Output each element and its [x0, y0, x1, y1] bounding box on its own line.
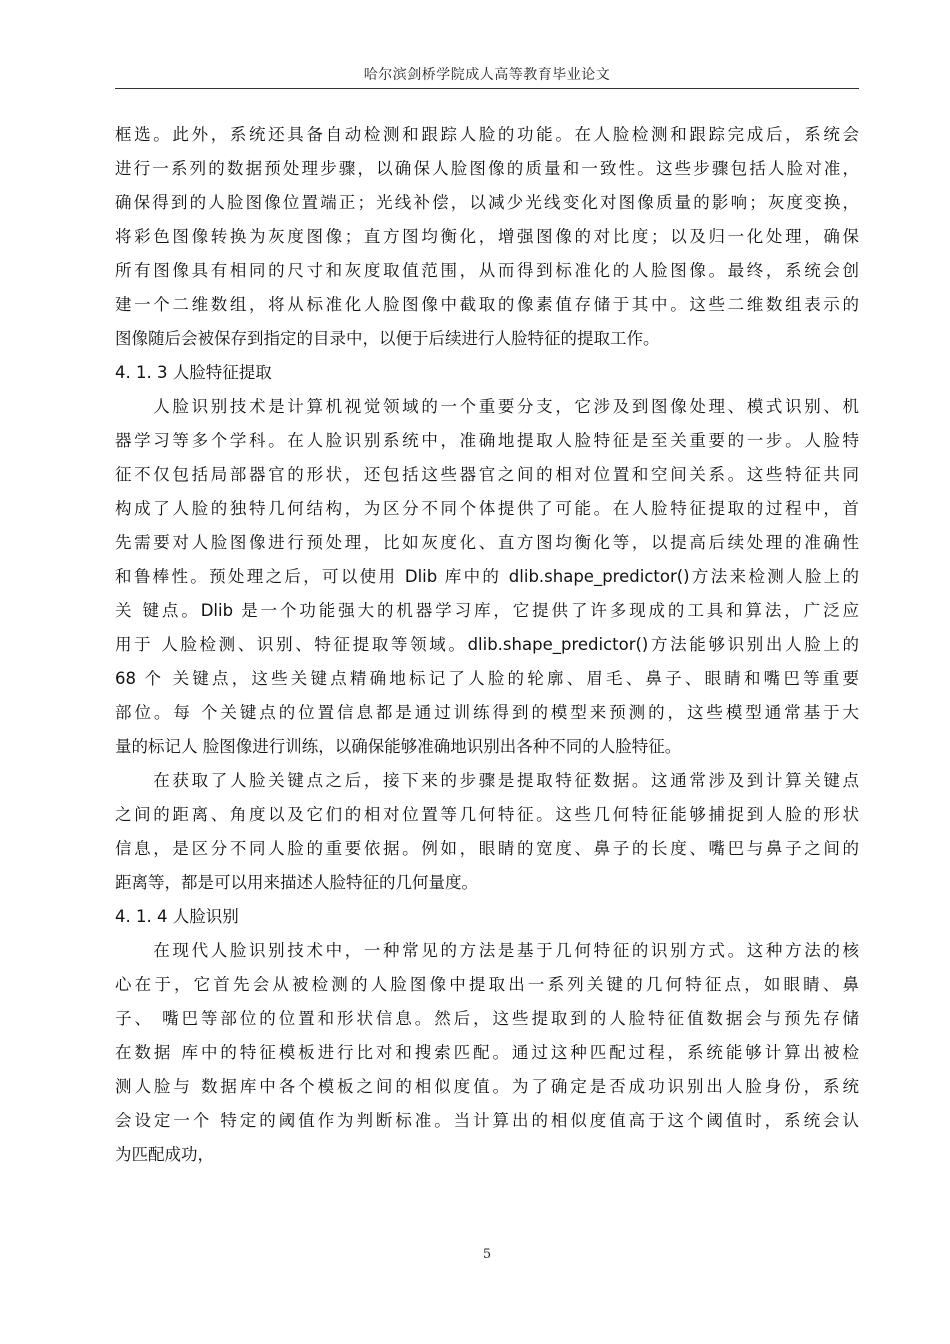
text-line: 测人脸与 数据库中各个模板之间的相似度值。为了确定是否成功识别出人脸身份，系统 — [115, 1077, 859, 1096]
text-line: 在现代人脸识别技术中，一种常见的方法是基于几何特征的识别方式。这种方法的核 — [115, 941, 859, 960]
text-line: 器学习等多个学科。在人脸识别系统中，准确地提取人脸特征是至关重要的一步。人脸特 — [115, 431, 859, 450]
text-line: 部位。每 个关键点的位置信息都是通过训练得到的模型来预测的，这些模型通常基于大 — [115, 703, 859, 722]
text-line: 人脸识别技术是计算机视觉领域的一个重要分支，它涉及到图像处理、模式识别、机 — [115, 397, 859, 416]
text-line: 所有图像具有相同的尺寸和灰度取值范围，从而得到标准化的人脸图像。最终，系统会创 — [115, 261, 859, 280]
text-line: 进行一系列的数据预处理步骤，以确保人脸图像的质量和一致性。这些步骤包括人脸对准， — [115, 159, 859, 178]
header-divider — [115, 88, 859, 89]
text-line: 先需要对人脸图像进行预处理，比如灰度化、直方图均衡化等，以提高后续处理的准确性 — [115, 533, 859, 552]
text-line: 量的标记人 脸图像进行训练，以确保能够准确地识别出各种不同的人脸特征。 — [115, 737, 682, 756]
text-line: 心在于，它首先会从被检测的人脸图像中提取出一系列关键的几何特征点，如眼睛、鼻 — [115, 975, 859, 994]
text-line: 为匹配成功， — [115, 1145, 214, 1164]
section-heading-4-1-4: 4. 1. 4 人脸识别 — [115, 907, 239, 926]
text-line: 在获取了人脸关键点之后，接下来的步骤是提取特征数据。这通常涉及到计算关键点 — [115, 771, 859, 790]
text-line: 会设定一个 特定的阈值作为判断标准。当计算出的相似度值高于这个阈值时，系统会认 — [115, 1111, 859, 1130]
section-heading-4-1-3: 4. 1. 3 人脸特征提取 — [115, 363, 272, 382]
text-line: 68 个 关键点，这些关键点精确地标记了人脸的轮廓、眉毛、鼻子、眼睛和嘴巴等重要 — [115, 669, 859, 688]
text-line: 关 键点。Dlib 是一个功能强大的机器学习库，它提供了许多现成的工具和算法，广泛应 — [115, 601, 859, 620]
text-line: 距离等，都是可以用来描述人脸特征的几何量度。 — [115, 873, 478, 892]
text-line: 在数据 库中的特征模板进行比对和搜索匹配。通过这种匹配过程，系统能够计算出被检 — [115, 1043, 859, 1062]
text-line: 建一个二维数组，将从标准化人脸图像中截取的像素值存储于其中。这些二维数组表示的 — [115, 295, 859, 314]
text-line: 确保得到的人脸图像位置端正；光线补偿，以减少光线变化对图像质量的影响；灰度变换， — [115, 193, 859, 212]
text-line: 征不仅包括局部器官的形状，还包括这些器官之间的相对位置和空间关系。这些特征共同 — [115, 465, 859, 484]
page-number: 5 — [482, 1247, 492, 1262]
page-header: 哈尔滨剑桥学院成人高等教育毕业论文 — [363, 67, 611, 83]
text-line: 子、 嘴巴等部位的位置和形状信息。然后，这些提取到的人脸特征值数据会与预先存储 — [115, 1009, 859, 1028]
text-line: 构成了人脸的独特几何结构，为区分不同个体提供了可能。在人脸特征提取的过程中，首 — [115, 499, 859, 518]
text-line: 框选。此外，系统还具备自动检测和跟踪人脸的功能。在人脸检测和跟踪完成后，系统会 — [115, 125, 859, 144]
text-line: 将彩色图像转换为灰度图像；直方图均衡化，增强图像的对比度；以及归一化处理，确保 — [115, 227, 859, 246]
text-line: 和鲁棒性。预处理之后，可以使用 Dlib 库中的 dlib.shape_predictor()方法来检测人脸上的 — [115, 567, 859, 586]
text-line: 图像随后会被保存到指定的目录中，以便于后续进行人脸特征的提取工作。 — [115, 329, 660, 348]
text-line: 信息，是区分不同人脸的重要依据。例如，眼睛的宽度、鼻子的长度、嘴巴与鼻子之间的 — [115, 839, 859, 858]
text-line: 用于 人脸检测、识别、特征提取等领域。dlib.shape_predictor()方法能够识别出人脸上的 — [115, 635, 859, 654]
text-line: 之间的距离、角度以及它们的相对位置等几何特征。这些几何特征能够捕捉到人脸的形状 — [115, 805, 859, 824]
